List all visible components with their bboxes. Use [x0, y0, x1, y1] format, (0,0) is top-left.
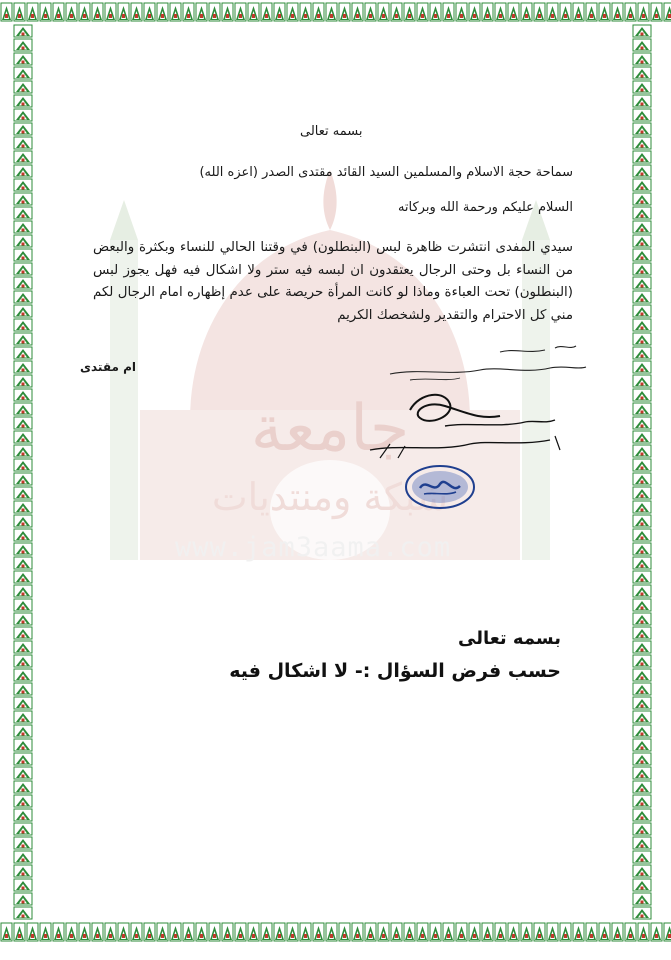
letter-basmala: بسمه تعالى: [300, 124, 363, 139]
letter-body: سيدي المفدى انتشرت ظاهرة لبس (البنطلون) في وقتنا الحالي للنساء وبكثرة والبعض من النساء بل وحتى الرجال يعتقدون ان لبسه فيه ستر ولا اشكال فيه فهل يجوز لبس (البنطلون) تحت العباءة وماذا لو كانت المرأة حريصة على عدم إظهاره امام الرجال لكم مني كل الاحترام والتقدير ولشخصك الكريم: [93, 240, 573, 323]
decorative-border-left: [12, 24, 34, 920]
letter-salutation: سماحة حجة الاسلام والمسلمين السيد القائد مقتدى الصدر (اعزه الله): [199, 165, 573, 180]
decorative-border-top: [0, 0, 671, 24]
seal-stamp: [404, 464, 476, 510]
watermark-url: www.jam3aama.com: [175, 532, 452, 563]
letter-greeting: السلام عليكم ورحمة الله وبركاته: [397, 200, 573, 215]
letter-signer: ام مقتدى: [80, 360, 136, 374]
decorative-border-bottom: [0, 920, 671, 944]
svg-text:جامعة: جامعة: [250, 392, 410, 466]
answer-basmala: بسمه تعالى: [458, 628, 561, 649]
handwritten-signature: [350, 340, 590, 470]
svg-text:شبكة ومنتديات: شبكة ومنتديات: [211, 475, 449, 519]
decorative-border-right: [631, 24, 653, 920]
answer-text: حسب فرض السؤال :- لا اشكال فيه: [229, 660, 561, 682]
